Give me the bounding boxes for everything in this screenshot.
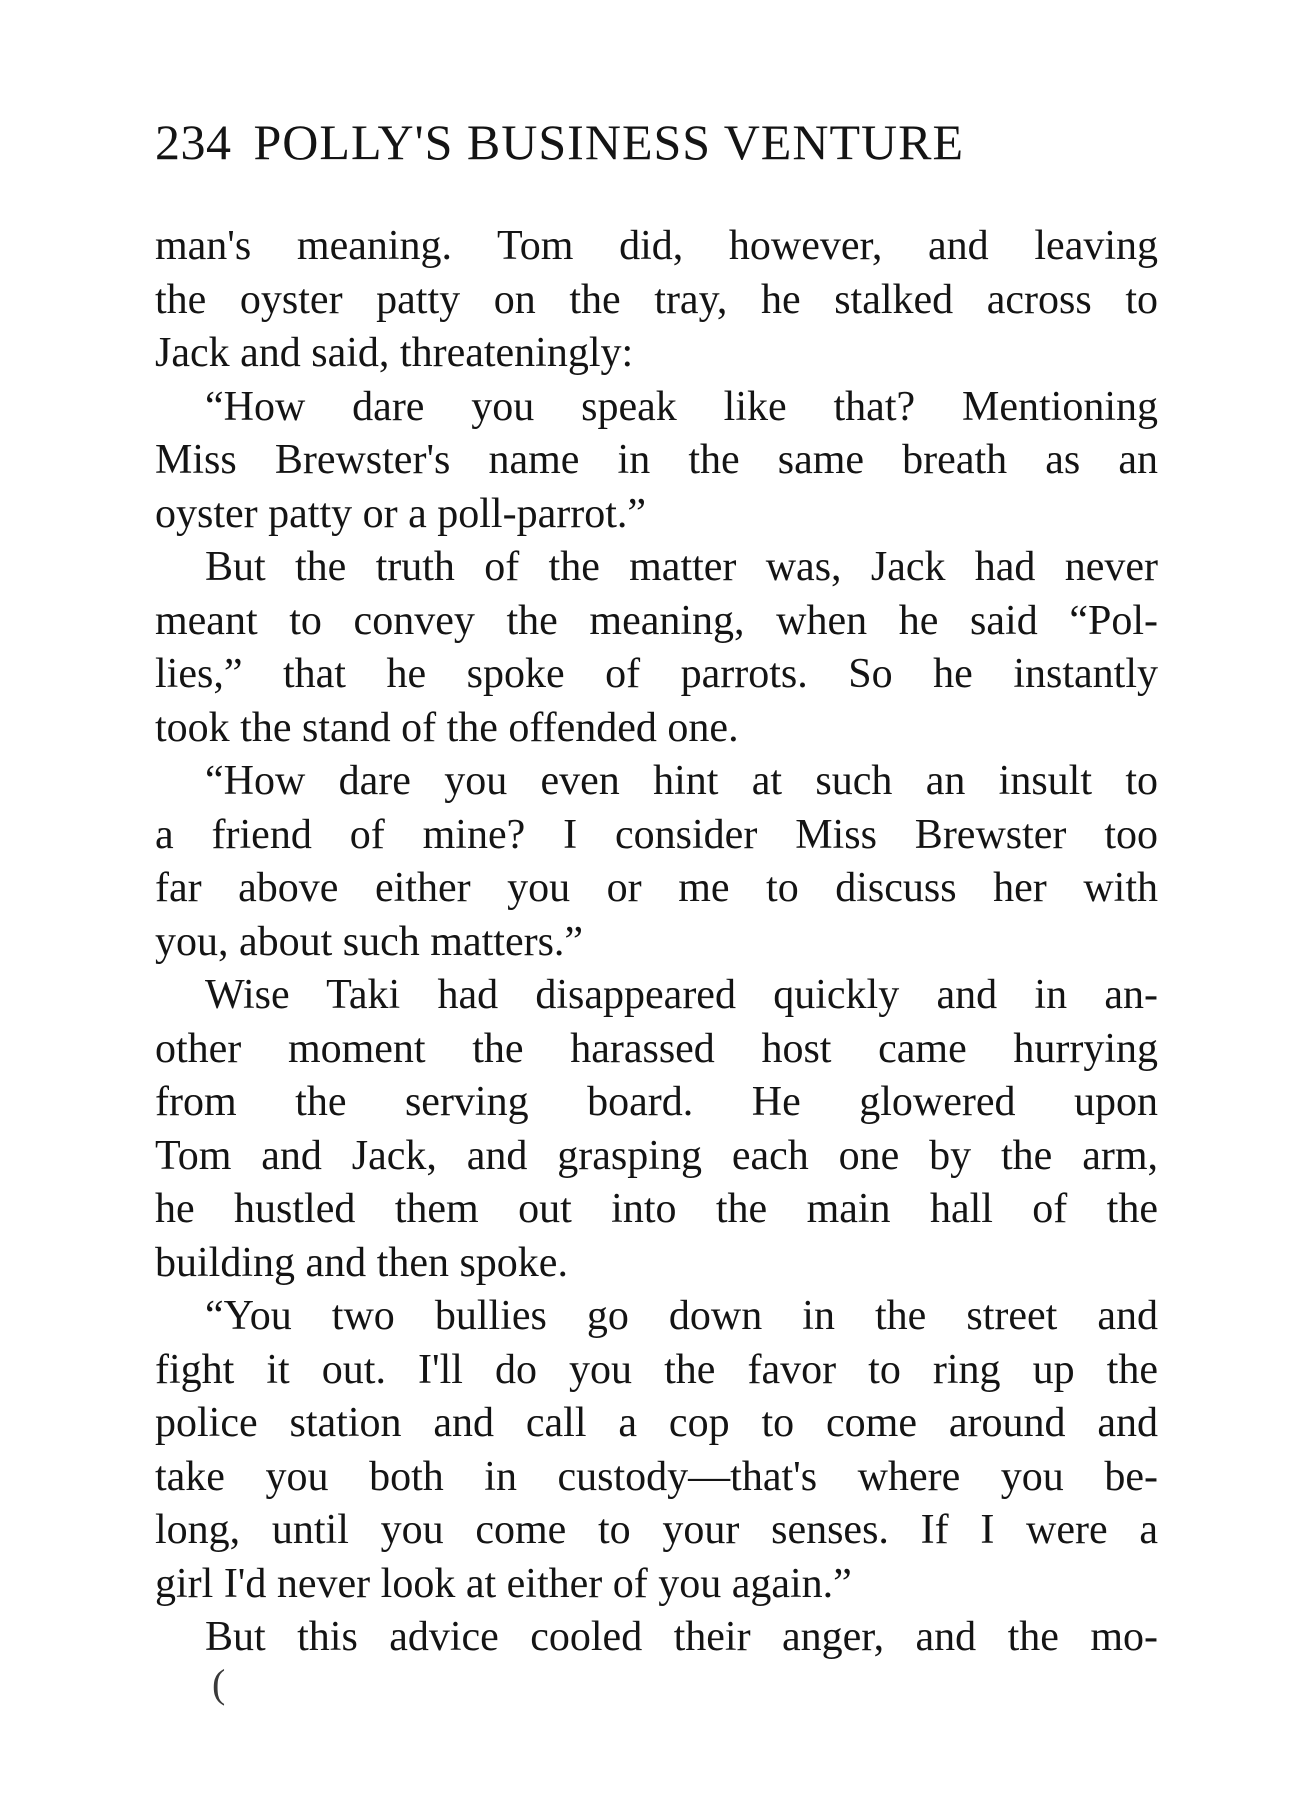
text-line: “How dare you speak like that? Mentioning: [205, 383, 1158, 430]
text-line: you, about such matters.”: [155, 918, 584, 965]
text-line: fight it out. I'll do you the favor to ring up the: [155, 1346, 1158, 1393]
text-line: But the truth of the matter was, Jack had never: [205, 544, 1158, 590]
page-number: 234: [155, 114, 232, 170]
text-line: from the serving board. He glowered upon: [155, 1079, 1158, 1125]
text-line: lies,” that he spoke of parrots. So he instantly: [155, 651, 1158, 697]
running-head: [155, 112, 1155, 172]
text-line: take you both in custody—that's where you be-: [155, 1453, 1158, 1500]
text-line: oyster patty or a poll-parrot.”: [155, 490, 646, 537]
text-line: meant to convey the meaning, when he said “Pol-: [155, 597, 1158, 644]
running-title: POLLY'S BUSINESS VENTURE: [253, 114, 964, 170]
text-line: a friend of mine? I consider Miss Brewster too: [155, 811, 1158, 858]
body-text: [155, 220, 1158, 1665]
text-line: other moment the harassed host came hurrying: [155, 1025, 1158, 1072]
text-line: took the stand of the offended one.: [155, 704, 739, 751]
text-line: the oyster patty on the tray, he stalked across to: [155, 276, 1158, 323]
text-line: “How dare you even hint at such an insult to: [205, 758, 1158, 804]
text-line: girl I'd never look at either of you again.”: [155, 1560, 852, 1607]
text-line: Jack and said, threateningly:: [155, 330, 634, 376]
text-line: he hustled them out into the main hall of the: [155, 1186, 1158, 1232]
text-line: Wise Taki had disappeared quickly and in an-: [205, 972, 1158, 1018]
text-line: far above either you or me to discuss her with: [155, 865, 1158, 911]
text-line: Tom and Jack, and grasping each one by the arm,: [155, 1132, 1158, 1179]
text-line: long, until you come to your senses. If I were a: [155, 1507, 1158, 1553]
text-line: “You two bullies go down in the street and: [205, 1293, 1158, 1339]
text-line: Miss Brewster's name in the same breath as an: [155, 437, 1158, 483]
text-line: building and then spoke.: [155, 1239, 568, 1286]
text-line: man's meaning. Tom did, however, and leaving: [155, 223, 1158, 269]
text-line: But this advice cooled their anger, and the mo-: [205, 1614, 1158, 1660]
text-line: police station and call a cop to come around and: [155, 1400, 1158, 1446]
stray-mark: (: [212, 1661, 226, 1706]
